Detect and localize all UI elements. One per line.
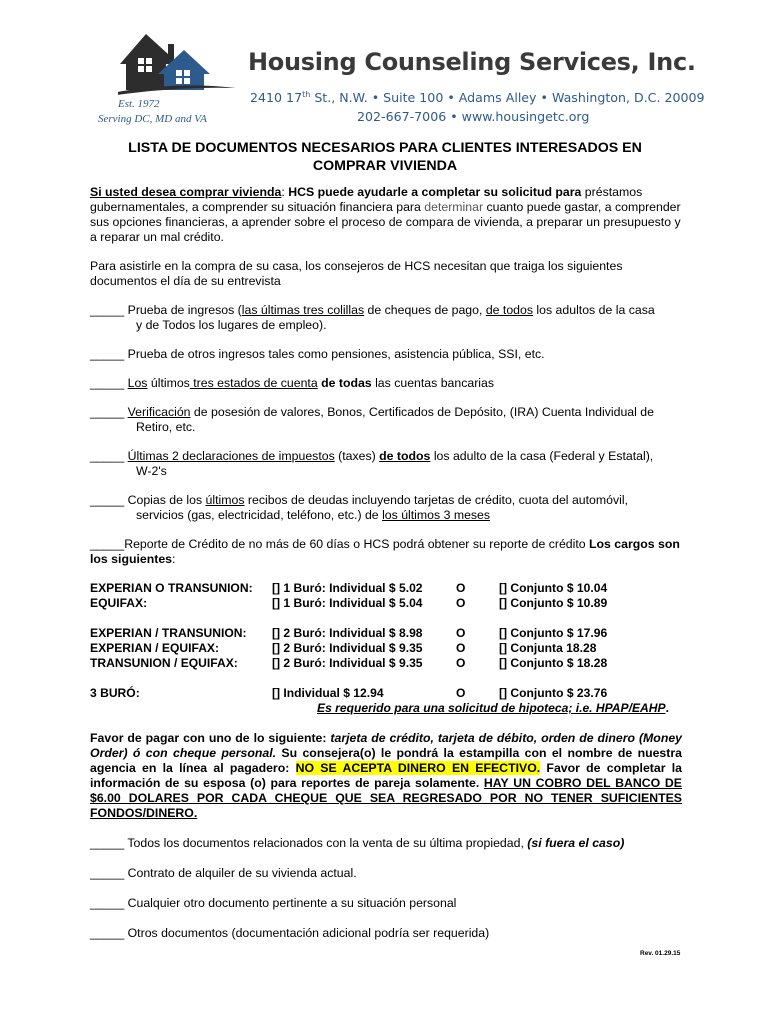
bureau-label: 3 BURÓ: xyxy=(90,686,140,700)
or-label: O xyxy=(456,656,466,670)
credit-fee-table xyxy=(90,581,682,701)
individual-fee: [] 2 Buró: Individual $ 8.98 xyxy=(272,626,423,640)
org-name: Housing Counseling Services, Inc. xyxy=(248,48,696,76)
checklist-item-income-cont: y de Todos los lugares de empleo). xyxy=(136,318,327,332)
checklist-item-taxes: _____ Últimas 2 declaraciones de impuestos (taxes) de todos los adulto de la casa (Federal y Estatal), xyxy=(90,449,654,463)
checklist-item-bank-statements: _____ Los últimos tres estados de cuenta de todas las cuentas bancarias xyxy=(90,376,495,390)
or-label: O xyxy=(456,596,466,610)
or-label: O xyxy=(456,686,466,700)
checklist-item-assets-cont: Retiro, etc. xyxy=(136,420,196,434)
established-year: Est. 1972 xyxy=(118,98,160,110)
individual-fee: [] 2 Buró: Individual $ 9.35 xyxy=(272,641,423,655)
checklist-item-income: _____ Prueba de ingresos (las últimas tres colillas de cheques de pago, de todos los adultos de la casa xyxy=(90,303,655,317)
house-logo-icon xyxy=(118,30,238,98)
checklist-item-prior-sale: _____ Todos los documentos relacionados con la venta de su última propiedad, (si fuera el caso) xyxy=(90,836,625,850)
or-label: O xyxy=(456,581,466,595)
service-area: Serving DC, MD and VA xyxy=(98,113,207,125)
revision-label: Rev. 01.29.15 xyxy=(640,950,681,957)
bureau-label: TRANSUNION / EQUIFAX: xyxy=(90,656,238,670)
checklist-item-other-docs: _____ Otros documentos (documentación adicional podría ser requerida) xyxy=(90,926,490,940)
bureau-label: EXPERIAN / EQUIFAX: xyxy=(90,641,220,655)
org-contact: 202-667-7006 • www.housingetc.org xyxy=(357,109,590,124)
or-label: O xyxy=(456,641,466,655)
individual-fee: [] Individual $ 12.94 xyxy=(272,686,384,700)
bureau-label: EQUIFAX: xyxy=(90,596,148,610)
intro-paragraph: Si usted desea comprar vivienda: HCS puede ayudarle a completar su solicitud para préstamos gubernamentales, a comprender su situación financiera para determinar cuanto puede gastar, a comprender sus opciones financieras, a aprender sobre el proceso de compara de vivienda, a preparar un presupuesto y a reparar un mal crédito. xyxy=(90,185,681,244)
instructions-paragraph: Para asistirle en la compra de su casa, los consejeros de HCS necesitan que traiga los siguientes documentos el día de su entrevista xyxy=(90,259,623,288)
individual-fee: [] 1 Buró: Individual $ 5.02 xyxy=(272,581,423,595)
checklist-item-debts-cont: servicios (gas, electricidad, teléfono, etc.) de los últimos 3 meses xyxy=(136,508,491,522)
bureau-label: EXPERIAN / TRANSUNION: xyxy=(90,626,247,640)
joint-fee: [] Conjunto $ 17.96 xyxy=(499,626,608,640)
checklist-item-assets: _____ Verificación de posesión de valores, Bonos, Certificados de Depósito, (IRA) Cuenta Individual de xyxy=(90,405,654,419)
mortgage-note: Es requerido para una solicitud de hipoteca; i.e. HPAP/EAHP. xyxy=(317,701,669,715)
no-cash-highlight: NO SE ACEPTA DINERO EN EFECTIVO. xyxy=(295,761,541,775)
or-label: O xyxy=(456,626,466,640)
checklist-item-other-income: _____ Prueba de otros ingresos tales como pensiones, asistencia pública, SSI, etc. xyxy=(90,347,545,361)
checklist-item-lease: _____ Contrato de alquiler de su vivienda actual. xyxy=(90,866,357,880)
bureau-label: EXPERIAN O TRANSUNION: xyxy=(90,581,253,595)
individual-fee: [] 1 Buró: Individual $ 5.04 xyxy=(272,596,423,610)
org-address: 2410 17th St., N.W. • Suite 100 • Adams Alley • Washington, D.C. 20009 xyxy=(250,90,705,106)
joint-fee: [] Conjunto $ 10.89 xyxy=(499,596,608,610)
joint-fee: [] Conjunto $ 18.28 xyxy=(499,656,608,670)
checklist-item-credit-report: _____Reporte de Crédito de no más de 60 días o HCS podrá obtener su reporte de crédito Los cargos son los siguientes: xyxy=(90,537,680,566)
checklist-item-taxes-cont: W-2's xyxy=(136,464,167,478)
joint-fee: [] Conjunto $ 10.04 xyxy=(499,581,608,595)
document-title: LISTA DE DOCUMENTOS NECESARIOS PARA CLIENTES INTERESADOS EN COMPRAR VIVIENDA xyxy=(128,140,642,174)
joint-fee: [] Conjunto $ 23.76 xyxy=(499,686,608,700)
payment-paragraph: Favor de pagar con uno de lo siguiente: tarjeta de crédito, tarjeta de débito, orden de dinero (Money Order) ó con cheque personal. Su consejera(o) le pondrá la estampilla con el nombre de nuestra agencia en la línea al pagadero: NO SE ACEPTA DINERO EN EFECTIVO. Favor de completar la información de su esposa (o) para reportes de pareja solamente. HAY UN COBRO DEL BANCO DE $6.00 DOLARES POR CADA CHEQUE QUE SEA REGRESADO POR NO TENER SUFICIENTES FONDOS/DINERO. xyxy=(90,731,683,820)
individual-fee: [] 2 Buró: Individual $ 9.35 xyxy=(272,656,423,670)
checklist-item-other-pertinent: _____ Cualquier otro documento pertinente a su situación personal xyxy=(90,896,457,910)
checklist-item-debts: _____ Copias de los últimos recibos de deudas incluyendo tarjetas de crédito, cuota del automóvil, xyxy=(90,493,628,507)
joint-fee: [] Conjunta 18.28 xyxy=(499,641,597,655)
document-body xyxy=(90,185,682,941)
